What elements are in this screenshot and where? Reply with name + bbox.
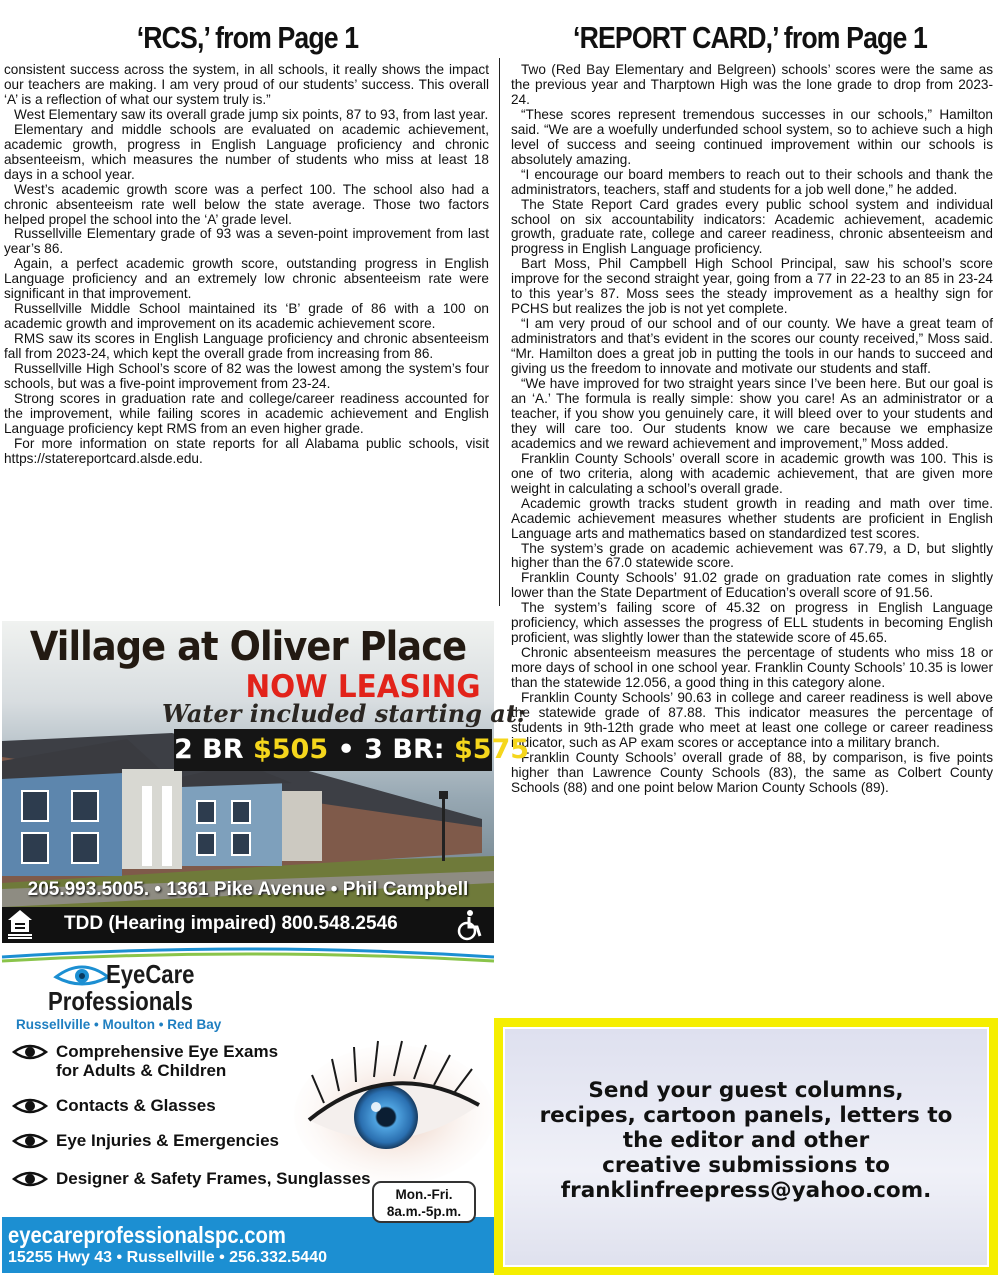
left-paragraph: West Elementary saw its overall grade jump six points, 87 to 93, from last year. (14, 106, 489, 122)
hours-days: Mon.-Fri. (395, 1187, 453, 1202)
left-paragraph: Strong scores in graduation rate and college/career readiness accounted for the improvement, while failing scores in academic achievement and English Language proficiency kept RMS from an even higher grade. (4, 390, 489, 436)
submissions-email[interactable]: franklinfreepress@yahoo.com. (560, 1178, 932, 1203)
left-paragraph: consistent success across the system, in all schools, it really shows the impact our teachers are making. I am very proud of our students’ success. This overall ‘A’ is a reflection of what our system truly is.” (4, 62, 489, 107)
right-paragraph: “I am very proud of our school and of our county. We have a great team of administrators and that’s evident in the scores our county received,” Moss said. “Mr. Hamilton does a great job in putting the tools in our hands to succeed and giving us the freedom to innovate and motivate our students and staff. (511, 316, 993, 377)
service-label: Designer & Safety Frames, Sunglasses (56, 1169, 371, 1188)
left-paragraph: West’s academic growth score was a perfect 100. The school also had a chronic absenteeism rate well below the state average. Those two factors helped propel the school into the ‘A’ grade level. (4, 181, 489, 227)
submissions-line: the editor and other (622, 1128, 870, 1153)
service-item (12, 1096, 216, 1115)
hours-badge (372, 1181, 476, 1223)
eyecare-professionals-ad[interactable] (2, 947, 494, 1273)
left-article-column (4, 63, 489, 467)
right-paragraph: The State Report Card grades every public school system and individual school on six accountability indicators: Academic achievement, academic growth, graduate rate, college and career readiness, chronic absenteeism and progress in English Language proficiency. (511, 196, 993, 257)
right-paragraph: Two (Red Bay Elementary and Belgreen) schools’ scores were the same as the previous year and Tharptown High was the lone grade to drop from 2023-24. (511, 62, 993, 107)
equal-housing-icon (7, 908, 33, 940)
hours-times: 8a.m.-5p.m. (386, 1204, 462, 1219)
address-line: 15255 Hwy 43 • Russellville • 256.332.5440 (8, 1249, 327, 1266)
right-paragraph: Franklin County Schools’ overall score in academic growth was 100. This is one of two criteria, along with academic achievement, that are given more weight in calculating a school’s overall grade. (511, 450, 993, 496)
service-item (12, 1042, 278, 1080)
left-column-heading: ‘RCS,’ from Page 1 (136, 20, 359, 55)
left-paragraph: Russellville High School’s score of 82 was the lowest among the system’s four schools, but was a five-point improvement from 23-24. (4, 361, 489, 392)
left-paragraph: Elementary and middle schools are evaluated on academic achievement, academic growth, progress in English Language proficiency and chronic absenteeism, which measures the number of students who miss at least 18 days in a school year. (4, 121, 489, 182)
left-paragraph: RMS saw its scores in English Language proficiency and chronic absenteeism fall from 2023-24, which kept the overall grade from increasing from 86. (4, 331, 489, 362)
service-item (12, 1169, 371, 1188)
right-paragraph: Franklin County Schools’ 90.63 in college and career readiness is well above the statewide grade of 87.88. This indicator measures the percentage of students in 9th-12th grade who meet at least one college or career readiness indicator, such as AP exam scores or acceptance into a military branch. (511, 690, 993, 750)
eye-bullet-icon (12, 1170, 48, 1188)
column-divider (499, 58, 500, 606)
brand-name-line1: EyeCare (106, 959, 195, 989)
right-paragraph: The system’s grade on academic achievement was 67.79, a D, but slightly higher than the 67.0 statewide score. (511, 540, 993, 571)
right-column-heading: ‘REPORT CARD,’ from Page 1 (573, 20, 927, 55)
right-paragraph: Bart Moss, Phil Campbell High School Principal, saw his school’s score improve for the second straight year, going from a 77 in 22-23 to an 85 in 23-24 to this year’s 87. Moss sees the steady improvement as a healthy sign for PCHS but realizes the job is not yet complete. (511, 256, 993, 317)
submissions-line: creative submissions to (602, 1153, 890, 1178)
eye-bullet-icon (12, 1043, 48, 1061)
right-paragraph: “These scores represent tremendous successes in our schools,” Hamilton said. “We are a woefully underfunded school system, so to achieve such a high level of success and seeing continued improvement within our schools is absolutely amazing. (511, 106, 993, 167)
tdd-line: TDD (Hearing impaired) 800.548.2546 (64, 913, 398, 934)
right-paragraph: Academic growth tracks student growth in reading and math over time. Academic achievement measures whether students are proficient in English Language arts and mathematics based on standardized test scores. (511, 495, 993, 541)
website-link[interactable]: eyecareprofessionalspc.com (8, 1222, 286, 1248)
right-paragraph: “I encourage our board members to reach out to their schools and thank the administrators, teachers, staff and students for a job well done,” he added. (511, 166, 993, 197)
right-paragraph: Franklin County Schools’ overall grade of 88, by comparison, is five points higher than Lawrence County Schools (83), the same as Colbert County Schools (88) and one point below Marion County Schools (89). (511, 749, 993, 795)
contact-line: 205.993.5005. • 1361 Pike Avenue • Phil Campbell (27, 879, 469, 900)
submissions-text (503, 1078, 989, 1203)
brand-name-line2: Professionals (48, 986, 193, 1016)
right-paragraph: “We have improved for two straight years since I’ve been here. But our goal is an ‘A.’ The formula is really simple: show you care! As an administrator or a teacher, if you show you genuinely care, it will bleed over to your students and they will care too. Our students know we care because we emphasize academics and we reward achievement and improvement,” Moss added. (511, 376, 993, 451)
left-paragraph: Again, a perfect academic growth score, outstanding progress in English Language proficiency and an extremely low chronic absenteeism rate were significant in that improvement. (4, 256, 489, 302)
eye-bullet-icon (12, 1097, 48, 1115)
left-paragraph: For more information on state reports for all Alabama public schools, visit https://statereportcard.alsde.edu. (4, 435, 489, 466)
locations-line: Russellville • Moulton • Red Bay (16, 1017, 222, 1032)
submissions-line: recipes, cartoon panels, letters to (539, 1103, 953, 1128)
now-leasing-label: NOW LEASING (245, 669, 481, 705)
submissions-line: Send your guest columns, (588, 1078, 904, 1103)
tdd-bar (2, 907, 494, 943)
price-separator: • 3 BR: (328, 734, 454, 765)
service-label: Eye Injuries & Emergencies (56, 1131, 279, 1150)
service-item (12, 1131, 279, 1150)
price-2br: $505 (252, 734, 329, 765)
service-label: Contacts & Glasses (56, 1096, 216, 1115)
left-paragraph: Russellville Middle School maintained its ‘B’ grade of 86 with a 100 on academic growth and improvement on its academic achievement score. (4, 301, 489, 332)
price-banner (174, 729, 530, 771)
price-2br-label: 2 BR (174, 734, 253, 765)
service-label: Comprehensive Eye Exams for Adults & Children (56, 1042, 279, 1080)
eye-bullet-icon (12, 1132, 48, 1150)
water-included-label: Water included starting at: (162, 699, 526, 728)
price-3br: $575 (453, 734, 530, 765)
village-oliver-place-ad[interactable] (2, 621, 530, 943)
right-paragraph: The system’s failing score of 45.32 on progress in English Language proficiency, which assesses the progress of ELL students in becoming English proficient, was slightly lower than the statewide score of 45.65. (511, 600, 993, 646)
right-paragraph: Franklin County Schools’ 91.02 grade on graduation rate comes in slightly lower than the State Department of Education’s overall score of 91.56. (511, 570, 993, 601)
wheelchair-icon (454, 909, 484, 941)
right-paragraph: Chronic absenteeism measures the percentage of students who miss 18 or more days of school in one school year. Franklin County Schools’ 10.35 is lower than the statewide 12.056, a good thing in this category alone. (511, 645, 993, 691)
ad-title: Village at Oliver Place (29, 624, 467, 670)
eye-closeup-image (294, 1035, 494, 1185)
right-article-column (511, 63, 993, 796)
left-paragraph: Russellville Elementary grade of 93 was a seven-point improvement from last year’s 86. (4, 226, 489, 257)
